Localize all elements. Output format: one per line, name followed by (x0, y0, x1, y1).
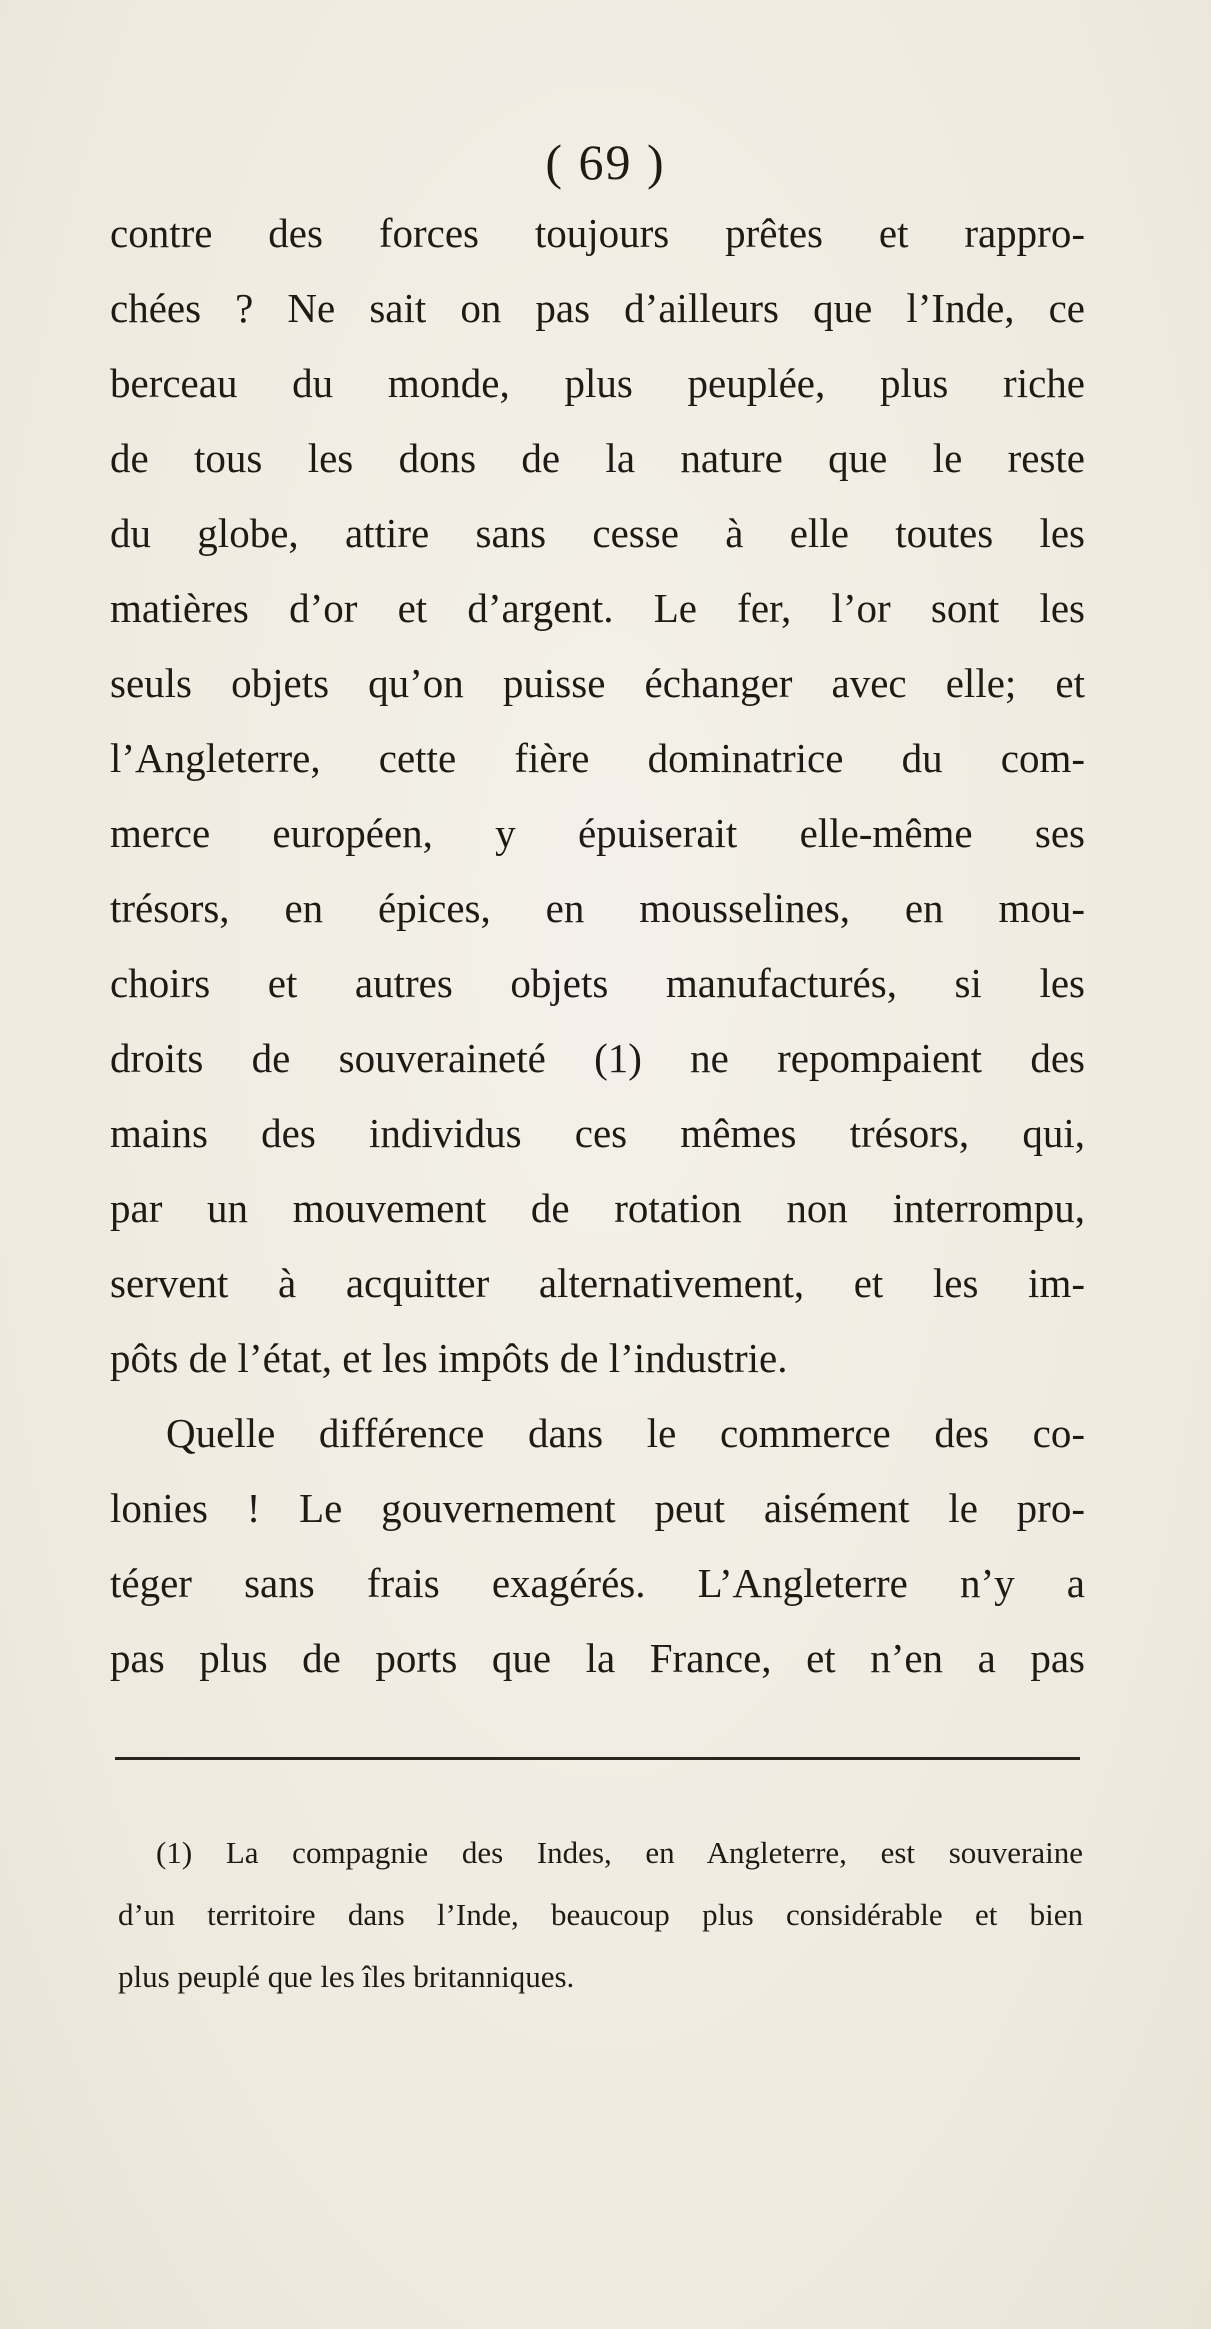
footnote-divider (115, 1757, 1080, 1760)
footnote-line: (1) La compagnie des Indes, en Angleterre, est souveraine (156, 1835, 1083, 1870)
footnote-line: plus peuplé que les îles britanniques. (118, 1959, 575, 1994)
text-line: merce européen, y épuiserait elle-même ses (110, 810, 1085, 856)
text-line: contre des forces toujours prêtes et rappro- (110, 210, 1085, 256)
text-line: servent à acquitter alternativement, et les im- (110, 1260, 1085, 1306)
footnote-line: d’un territoire dans l’Inde, beaucoup plus considérable et bien (118, 1897, 1083, 1932)
page-number: ( 69 ) (545, 134, 666, 190)
footnote (118, 1822, 1083, 2008)
text-line: mains des individus ces mêmes trésors, qui, (110, 1110, 1085, 1156)
text-line: droits de souveraineté (1) ne repompaient des (110, 1035, 1085, 1081)
text-line: matières d’or et d’argent. Le fer, l’or sont les (110, 585, 1085, 631)
text-line: l’Angleterre, cette fière dominatrice du com- (110, 735, 1085, 781)
text-line: chées ? Ne sait on pas d’ailleurs que l’Inde, ce (110, 285, 1085, 331)
text-line: de tous les dons de la nature que le reste (110, 435, 1085, 481)
text-line: Quelle différence dans le commerce des co- (166, 1410, 1085, 1456)
text-line: seuls objets qu’on puisse échanger avec elle; et (110, 660, 1085, 706)
text-line: par un mouvement de rotation non interrompu, (110, 1185, 1085, 1231)
text-line: trésors, en épices, en mousselines, en mou- (110, 885, 1085, 931)
text-line: du globe, attire sans cesse à elle toutes les (110, 510, 1085, 556)
text-line: choirs et autres objets manufacturés, si les (110, 960, 1085, 1006)
body-text (110, 196, 1085, 1696)
text-line: pas plus de ports que la France, et n’en a pas (110, 1635, 1085, 1681)
text-line: berceau du monde, plus peuplée, plus riche (110, 360, 1085, 406)
text-line: téger sans frais exagérés. L’Angleterre n’y a (110, 1560, 1085, 1606)
text-line: lonies ! Le gouvernement peut aisément le pro- (110, 1485, 1085, 1531)
text-line: pôts de l’état, et les impôts de l’industrie. (110, 1335, 788, 1381)
